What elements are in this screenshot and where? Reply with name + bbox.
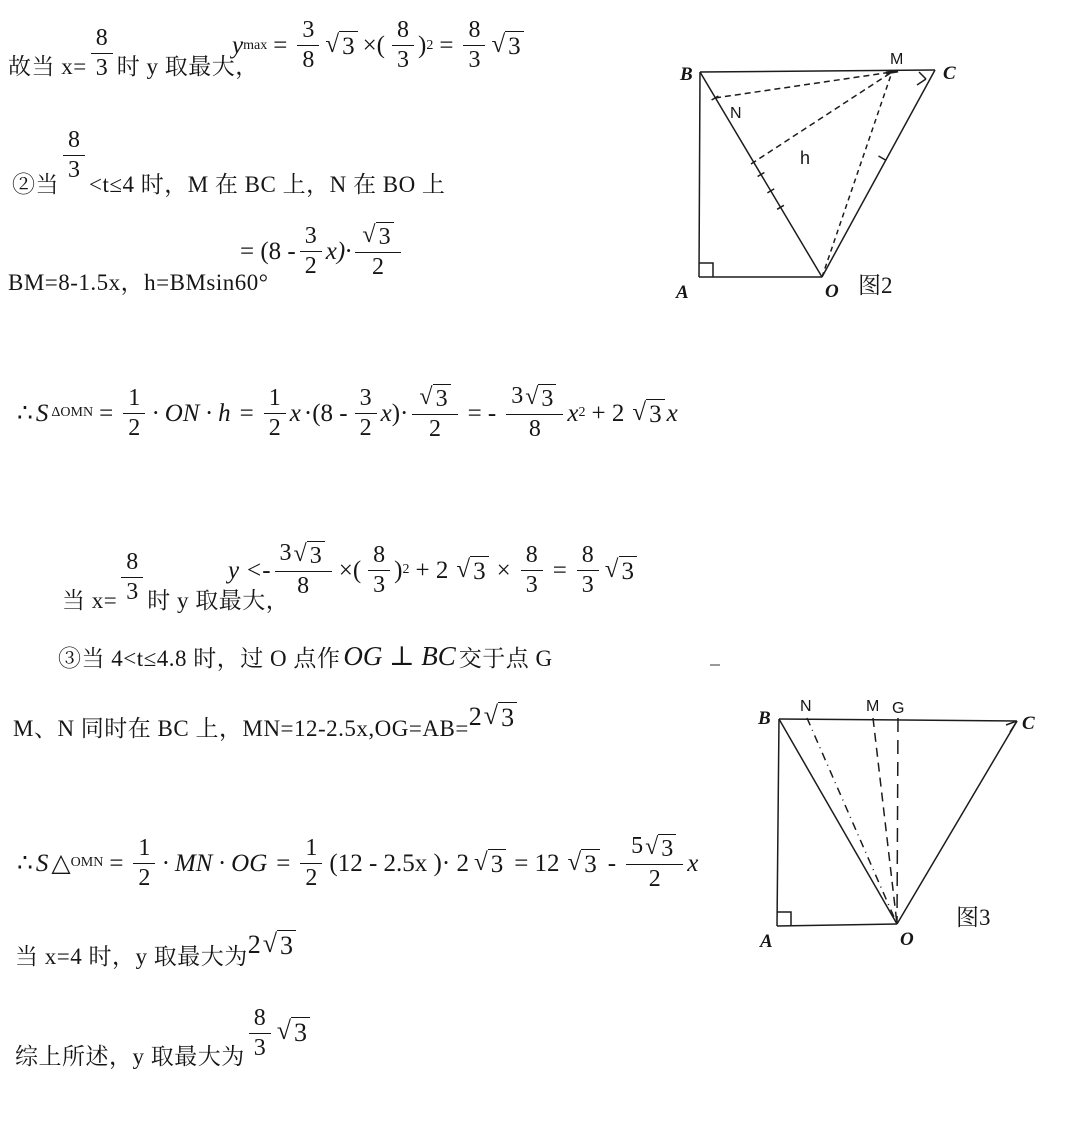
fraction-denominator: 2 xyxy=(268,414,281,441)
fraction-numerator: 3 xyxy=(300,224,322,252)
fraction-denominator: 2 xyxy=(648,866,661,893)
radical-sign: √ xyxy=(419,384,433,410)
sqrt xyxy=(263,930,296,961)
subscript: ΔOMN xyxy=(51,405,94,421)
coefficient: 2 xyxy=(468,702,482,732)
subscript: max xyxy=(243,37,268,53)
line-2-case2 xyxy=(12,128,445,199)
radical-sign: √ xyxy=(645,834,659,860)
times-open-paren: ×( xyxy=(362,31,385,59)
text: )· xyxy=(391,399,409,427)
fraction-denominator: 2 xyxy=(305,864,318,891)
sqrt xyxy=(605,556,637,586)
sqrt xyxy=(484,702,517,733)
radicand: 3 xyxy=(376,222,394,250)
fraction xyxy=(264,386,286,441)
fraction-denominator: 8 xyxy=(297,573,310,600)
therefore-sign: ∴ xyxy=(17,849,33,877)
sqrt xyxy=(325,31,357,61)
equals-12: = 12 xyxy=(514,849,560,877)
text: 时 y 取最大， xyxy=(147,588,290,614)
text: (12 - 2.5x )· 2 xyxy=(329,849,469,877)
value-2-sqrt3 xyxy=(469,702,519,733)
math-og-perp-bc: OG ⊥ BC xyxy=(343,641,456,671)
fraction-numerator: 1 xyxy=(264,386,286,414)
fraction-numerator: 8 xyxy=(249,1006,271,1034)
edge-BA xyxy=(699,72,700,277)
fraction-numerator: 8 xyxy=(463,18,485,46)
text: 综上所述，y 取最大为 xyxy=(15,1044,245,1070)
fraction-denominator: 2 xyxy=(428,416,441,443)
text: M、N 同时在 BC 上，MN=12-2.5x,OG=AB= xyxy=(13,715,469,741)
arrowhead-OC-1 xyxy=(917,79,926,85)
height-label-h: h xyxy=(800,148,811,168)
var-x: x xyxy=(289,399,301,427)
text-MN-OG: · MN · OG xyxy=(162,849,268,877)
fraction-numerator: 3 xyxy=(355,386,377,414)
sqrt xyxy=(294,541,325,569)
equals: = xyxy=(99,399,114,427)
fraction-denominator: 8 xyxy=(528,416,541,443)
point-label-N: N xyxy=(800,698,812,715)
fraction-denominator: 3 xyxy=(126,579,139,606)
radical-sign: √ xyxy=(567,848,582,876)
formula-area-omn-1 xyxy=(17,384,678,443)
point-label-A: A xyxy=(760,931,773,952)
coefficient: 3 xyxy=(511,383,524,409)
radical-sign: √ xyxy=(325,30,340,58)
fraction xyxy=(355,386,377,441)
radical-sign: √ xyxy=(525,384,539,410)
radicand: 3 xyxy=(646,399,665,429)
fraction xyxy=(392,18,414,73)
radicand: 3 xyxy=(505,31,524,61)
fraction-numerator: 1 xyxy=(133,836,155,864)
fraction-denominator: 2 xyxy=(138,864,151,891)
sqrt xyxy=(419,384,450,412)
fraction-numerator: 8 xyxy=(521,543,543,571)
fraction-numerator: 3 xyxy=(297,18,319,46)
superscript: 2 xyxy=(426,37,434,53)
line-7-text xyxy=(13,702,519,743)
edge-OC xyxy=(897,721,1017,924)
fraction-numerator: 8 xyxy=(63,128,85,156)
coefficient: 2 xyxy=(247,930,261,960)
edge-BC xyxy=(700,70,935,72)
fraction xyxy=(133,836,155,891)
fraction-numerator: 8 xyxy=(392,18,414,46)
segment-h-dashed xyxy=(751,72,892,164)
fraction-denominator: 3 xyxy=(253,1035,266,1062)
var-x: x xyxy=(687,849,699,877)
equals: = xyxy=(239,399,254,427)
radical-sign: √ xyxy=(604,555,619,583)
radicand: 3 xyxy=(307,541,325,569)
text: 当 x=4 时，y 取最大为 xyxy=(15,943,248,969)
figure-3-drawing xyxy=(750,685,1050,975)
point-label-N: N xyxy=(730,105,742,122)
line-6-case3 xyxy=(58,640,553,673)
fraction-numerator: 8 xyxy=(577,543,599,571)
edge-BA xyxy=(777,719,779,926)
fraction-denominator: 3 xyxy=(581,571,594,598)
var-x-close: x)· xyxy=(325,237,352,265)
close-paren: ) xyxy=(394,556,403,584)
point-mark-M xyxy=(886,71,898,73)
sqrt xyxy=(491,31,523,61)
edge-OC xyxy=(822,70,935,277)
fraction-denominator: 2 xyxy=(304,252,317,279)
text: 当 x= xyxy=(62,588,118,614)
point-label-A: A xyxy=(676,282,689,303)
radicand: 3 xyxy=(277,930,296,961)
line-3-text: BM=8-1.5x，h=BMsin60° xyxy=(8,270,269,295)
segment-MO-dashed xyxy=(873,718,897,924)
fraction-numerator: 1 xyxy=(123,386,145,414)
triangle-sign: △ xyxy=(51,849,71,877)
coefficient: 5 xyxy=(631,833,644,859)
radicand: 3 xyxy=(339,31,358,61)
fraction-numerator: 8 xyxy=(368,543,390,571)
fraction-denominator: 3 xyxy=(397,47,409,74)
fraction xyxy=(297,18,319,73)
equals: = xyxy=(552,556,567,584)
text-ON-h: · ON · h xyxy=(152,399,231,427)
plus-2: + 2 xyxy=(591,399,625,427)
figure-2-drawing xyxy=(660,30,980,330)
fraction xyxy=(577,543,599,598)
fraction xyxy=(506,384,563,443)
radicand: 3 xyxy=(488,849,507,879)
minus-sign: - xyxy=(262,556,271,584)
radicand: 3 xyxy=(658,834,676,862)
point-label-C: C xyxy=(1022,713,1035,734)
formula-area-omn-2 xyxy=(17,834,698,893)
fraction-numerator xyxy=(355,222,400,253)
fraction-numerator: 8 xyxy=(121,550,143,578)
superscript: 2 xyxy=(402,562,410,578)
radical-sign: √ xyxy=(362,222,376,248)
edge-AO xyxy=(777,924,897,926)
radicand: 3 xyxy=(470,556,489,586)
fraction-numerator: 8 xyxy=(91,26,113,54)
radical-sign: √ xyxy=(262,929,278,958)
fraction-numerator xyxy=(412,384,457,415)
text: <t≤4 时，M 在 BC 上，N 在 BO 上 xyxy=(89,172,446,198)
times-open-paren: ×( xyxy=(338,556,362,584)
subscript: OMN xyxy=(70,855,104,871)
tick-OC xyxy=(879,156,886,160)
equals: = xyxy=(273,31,288,59)
var-x: x xyxy=(666,399,678,427)
fraction xyxy=(521,543,543,598)
radical-sign: √ xyxy=(483,701,499,730)
stray-scan-mark xyxy=(710,664,720,666)
text: ③当 4<t≤4.8 时，过 O 点作 xyxy=(58,646,341,671)
radicand: 3 xyxy=(619,556,638,586)
radicand: 3 xyxy=(498,702,517,733)
point-label-G: G xyxy=(892,700,905,717)
equals-open: = (8 - xyxy=(240,237,296,265)
fraction xyxy=(249,1006,271,1061)
arrowhead-OC-2 xyxy=(919,72,926,79)
radicand: 3 xyxy=(581,849,600,879)
sqrt xyxy=(645,834,676,862)
minus-sign: - xyxy=(607,849,617,877)
radicand: 3 xyxy=(291,1017,310,1048)
var-x: x xyxy=(380,399,392,427)
fraction-numerator xyxy=(626,834,683,865)
radicand: 3 xyxy=(433,384,451,412)
radical-sign: √ xyxy=(276,1015,292,1045)
segment-NO-dashdot xyxy=(807,718,897,924)
fraction-denominator: 3 xyxy=(468,47,481,74)
equals-minus: = - xyxy=(467,399,497,427)
sqrt xyxy=(525,384,556,412)
fraction xyxy=(300,224,322,279)
sqrt xyxy=(362,222,393,250)
text: 故当 x= xyxy=(8,54,87,80)
var-y: y xyxy=(232,31,244,59)
figure-3-caption: 图3 xyxy=(956,905,991,930)
figure-3 xyxy=(750,685,1050,980)
fraction xyxy=(63,128,85,183)
segment-OM-dashed xyxy=(822,72,892,277)
radical-sign: √ xyxy=(491,30,506,58)
coefficient: 3 xyxy=(279,540,292,566)
var-y-less: y < xyxy=(228,556,263,584)
fraction xyxy=(123,386,145,441)
sqrt xyxy=(456,556,488,586)
edge-BO xyxy=(779,719,897,924)
point-label-M: M xyxy=(866,698,880,715)
figure-2 xyxy=(660,30,980,335)
point-label-B: B xyxy=(680,64,693,85)
fraction-denominator: 8 xyxy=(302,47,315,74)
radical-sign: √ xyxy=(473,848,488,876)
fraction-denominator: 2 xyxy=(359,414,372,441)
close-paren: ) xyxy=(418,31,427,59)
fraction-denominator: 3 xyxy=(68,157,80,184)
fraction xyxy=(368,543,390,598)
fraction-numerator xyxy=(506,384,563,415)
fraction-denominator: 2 xyxy=(372,254,384,281)
right-angle-mark-A xyxy=(777,912,791,926)
point-label-C: C xyxy=(943,63,956,84)
fraction-denominator: 2 xyxy=(128,414,141,441)
fraction xyxy=(626,834,683,893)
radical-sign: √ xyxy=(632,398,647,426)
fraction-denominator: 3 xyxy=(95,55,108,82)
fraction-numerator xyxy=(275,541,332,572)
text: 时 y 取最大， xyxy=(116,54,259,80)
formula-ymax xyxy=(232,18,526,73)
sqrt xyxy=(474,849,506,879)
point-label-B: B xyxy=(758,708,771,729)
times: × xyxy=(496,556,511,584)
text: ·(8 - xyxy=(303,399,348,427)
fraction-numerator: 1 xyxy=(300,836,322,864)
segment-GO-dashed xyxy=(897,718,898,924)
radical-sign: √ xyxy=(293,541,307,567)
sqrt xyxy=(632,399,664,429)
text: 交于点 G xyxy=(458,646,553,671)
fraction xyxy=(275,541,332,600)
radicand: 3 xyxy=(538,384,556,412)
fraction xyxy=(412,384,457,443)
var-S: S xyxy=(35,849,49,877)
var-x: x xyxy=(567,399,579,427)
point-label-M: M xyxy=(890,51,904,68)
formula-h xyxy=(240,222,405,281)
fraction xyxy=(91,26,113,81)
superscript: 2 xyxy=(578,405,586,421)
formula-y-bound xyxy=(228,541,639,600)
equals: = xyxy=(109,849,124,877)
plus-2: + 2 xyxy=(415,556,449,584)
line-9-text xyxy=(15,930,298,971)
figure-2-caption: 图2 xyxy=(858,273,893,298)
line-1-chinese xyxy=(8,26,259,81)
value-2-sqrt3 xyxy=(248,930,298,961)
radical-sign: √ xyxy=(456,555,471,583)
point-label-O: O xyxy=(825,281,839,302)
sqrt xyxy=(277,1017,310,1048)
fraction xyxy=(463,18,485,73)
fraction-denominator: 3 xyxy=(525,571,538,598)
var-S: S xyxy=(35,399,49,427)
segment-NM-dashed xyxy=(715,72,892,98)
right-angle-mark-A xyxy=(699,263,713,277)
value-sqrt3 xyxy=(275,1017,312,1048)
equals: = xyxy=(439,31,454,59)
sqrt xyxy=(568,849,600,879)
fraction xyxy=(121,550,143,605)
point-label-O: O xyxy=(900,929,914,950)
equals: = xyxy=(276,849,291,877)
case-marker: ②当 xyxy=(12,172,59,198)
fraction xyxy=(355,222,400,281)
therefore-sign: ∴ xyxy=(17,399,33,427)
line-10-conclusion xyxy=(15,1006,312,1071)
fraction xyxy=(300,836,322,891)
fraction-denominator: 3 xyxy=(373,571,386,598)
